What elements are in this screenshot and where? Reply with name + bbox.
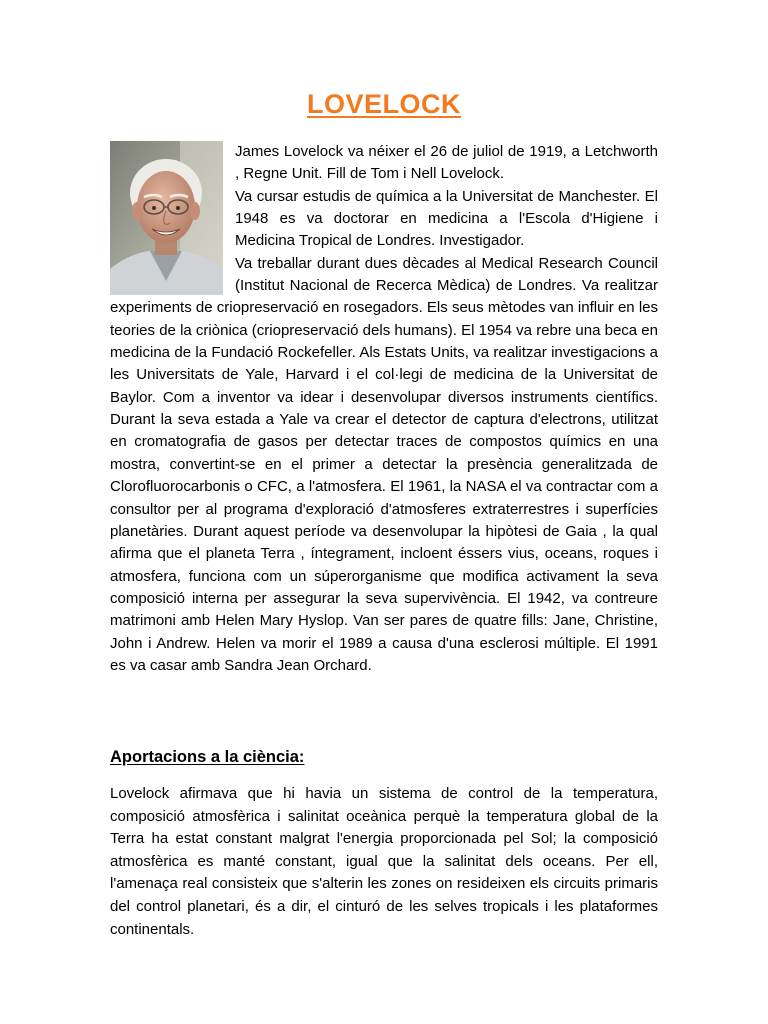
portrait-photo (110, 141, 223, 295)
biography-paragraph: Va treballar durant dues dècades al Medical Research Council (Institut Nacional de Recerca Mèdica) de Londres. Va realitzar experiments de criopreservació en rosegadors. Els seus mètodes van influir en les teories de la criònica (criopreservació dels humans). El 1954 va rebre una beca en medicina de la Fundació Rockefeller. Als Estats Units, va realitzar investigacions a les Universitats de Yale, Harvard i el col·legi de medicina de la Universitat de Baylor. Com a inventor va idear i desenvolupar diversos instruments científics. Durant la seva estada a Yale va crear el detector de captura d'electrons, utilitzat en cromatografia de gasos per detectar traces de compostos químics en una mostra, convertint-se en el primer a detectar la presència generalitzada de Clorofluorocarbonis o CFC, a l'atmosfera. El 1961, la NASA el va contractar com a consultor per al programa d'exploració d'atmosferes extraterrestres i superfícies planetàries. Durant aquest període va desenvolupar la hipòtesi de Gaia , la qual afirma que el planeta Terra , íntegrament, incloent éssers vius, oceans, roques i atmosfera, funciona com un súperorganisme que modifica activament la seva composició interna per assegurar la seva supervivència. El 1942, va contreure matrimoni amb Helen Mary Hyslop. Van ser pares de quatre fills: Jane, Christine, John i Andrew. Helen va morir el 1989 a causa d'una esclerosi múltiple. El 1991 es va casar amb Sandra Jean Orchard. (110, 254, 658, 674)
contributions-paragraph: Lovelock afirmava que hi havia un sistema de control de la temperatura, composició atmosfèrica i salinitat oceànica perquè la temperatura global de la Terra ha estat constant malgrat l'energia proporcionada pel Sol; la composició atmosfèrica es manté constant, igual que la salinitat dels oceans. Per ell, l'amenaça real consisteix que s'alterin les zones on resideixen els circuits primaris del control planetari, és a dir, el cinturó de les selves tropicals i les plataformes continentals. (110, 785, 658, 938)
contributions-heading: Aportacions a la ciència: (110, 748, 305, 766)
page-title: LOVELOCK (306, 89, 461, 119)
biography-paragraph: James Lovelock va néixer el 26 de juliol de 1919, a Letchworth , Regne Unit. Fill de Tom i Nell Lovelock. (235, 143, 658, 183)
biography-paragraph: Va cursar estudis de química a la Universitat de Manchester. El 1948 es va doctorar en medicina a l'Escola d'Higiene i Medicina Tropical de Londres. Investigador. (235, 187, 658, 250)
biography-section (110, 141, 658, 677)
